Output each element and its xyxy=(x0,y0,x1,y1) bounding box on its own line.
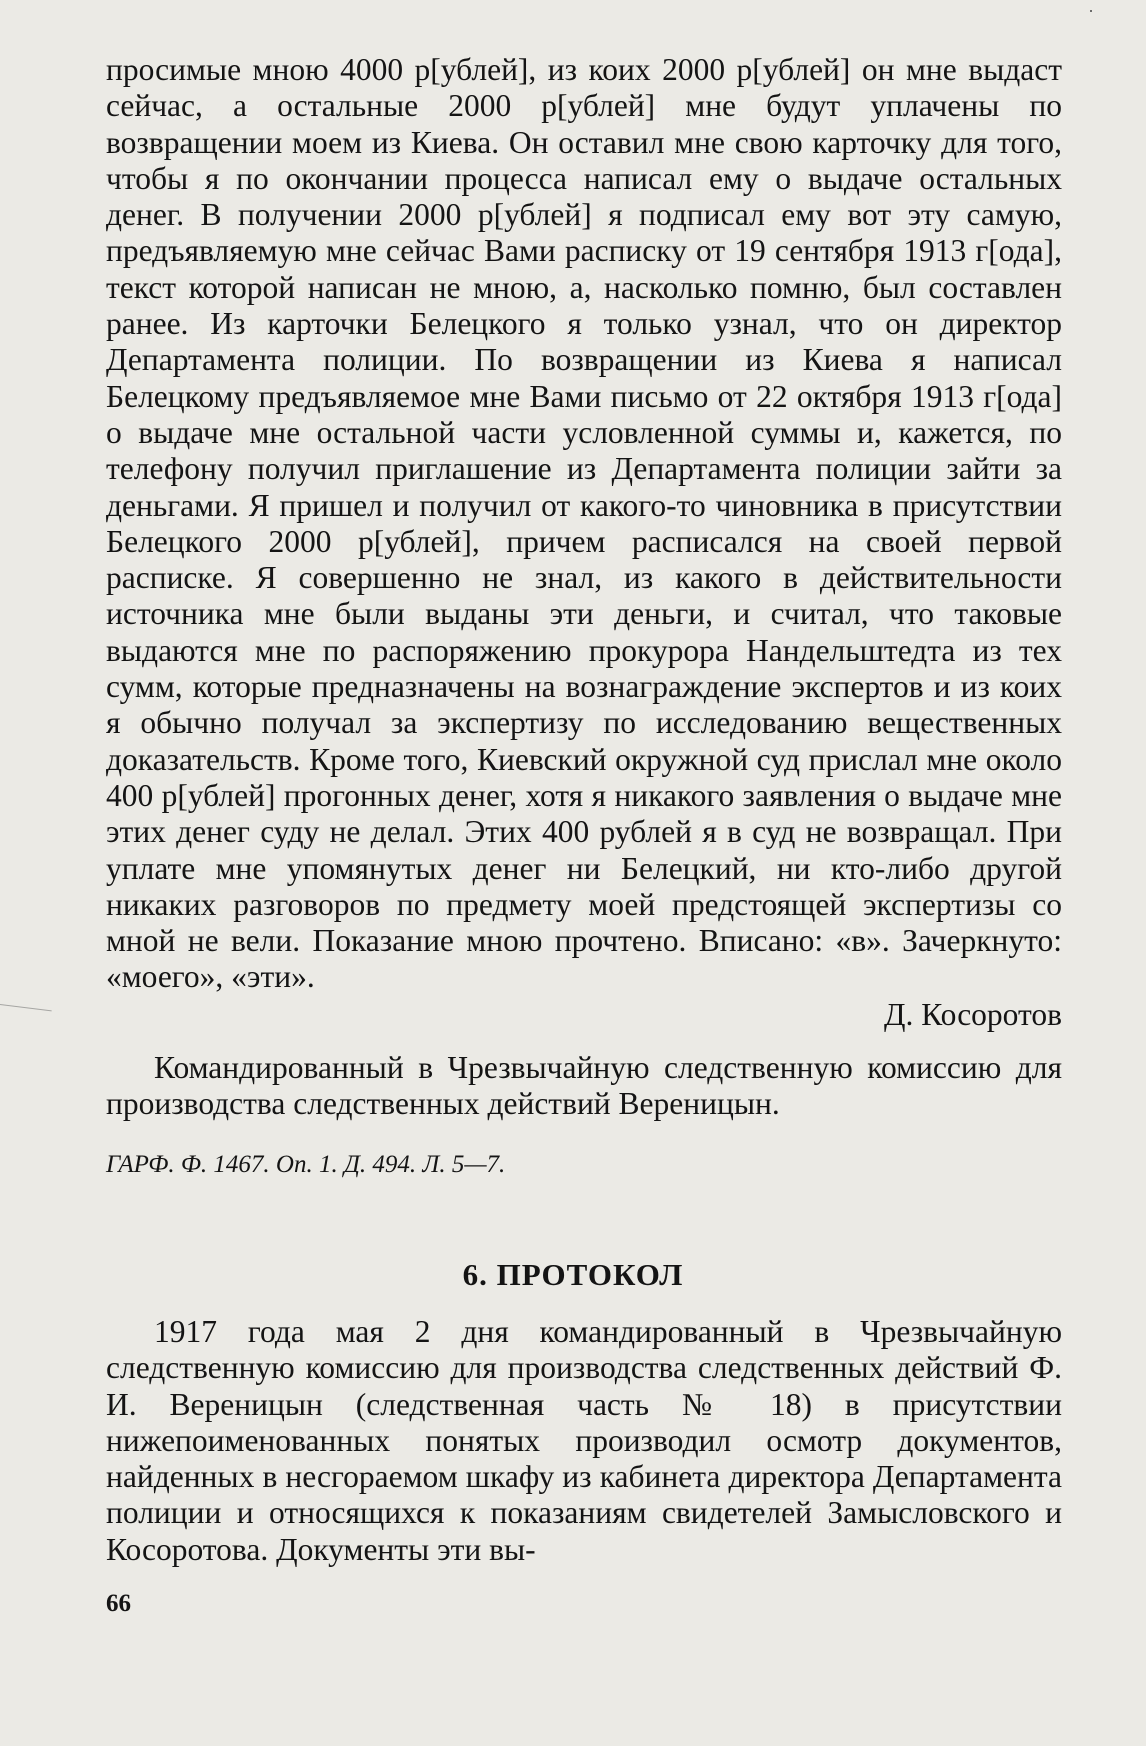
page-number: 66 xyxy=(106,1590,131,1617)
signature: Д. Косоротов xyxy=(883,997,1062,1032)
archive-reference: ГАРФ. Ф. 1467. Оп. 1. Д. 494. Л. 5—7. xyxy=(106,1151,506,1178)
commission-note: Командированный в Чрезвычайную следственную комиссию для производства следственных действий Вереницын. xyxy=(106,1050,1062,1122)
main-text-block xyxy=(106,52,1062,996)
protocol-paragraph: 1917 года мая 2 дня командированный в Чрезвычайную следственную комиссию для производства следственных действий Ф. И. Вереницын (следственная часть № 18) в присутствии нижепоименованных понятых производил осмотр документов, найденных в несгораемом шкафу из кабинета директора Департамента полиции и относящихся к показаниям свидетелей Замысловского и Косоротова. Документы эти вы- xyxy=(106,1314,1062,1567)
commission-note-block xyxy=(106,1050,1062,1123)
scan-mark xyxy=(0,1004,52,1011)
testimony-paragraph: просимые мною 4000 р[ублей], из коих 2000 р[ублей] он мне выдаст сейчас, а остальные 2000 р[ублей] мне будут уплачены по возвращении моем из Киева. Он оставил мне свою карточку для того, чтобы я по окончании процесса написал ему о выдаче остальных денег. В получении 2000 р[ублей] я подписал ему вот эту самую, предъявляемую мне сейчас Вами расписку от 19 сентября 1913 г[ода], текст которой написан не мною, а, насколько помню, был составлен ранее. Из карточки Белецкого я только узнал, что он директор Департамента полиции. По возвращении из Киева я написал Белецкому предъявляемое мне Вами письмо от 22 октября 1913 г[ода] о выдаче мне остальной части условленной суммы и, кажется, по телефону получил приглашение из Департамента полиции зайти за деньгами. Я пришел и получил от какого-то чиновника в присутствии Белецкого 2000 р[ублей], причем расписался на своей первой расписке. Я совершенно не знал, из какого в действительности источника мне были выданы эти деньги, и считал, что таковые выдаются мне по распоряжению прокурора Нандельштедта из тех сумм, которые предназначены на вознаграждение экспертов и из коих я обычно получал за экспертизу по исследованию вещественных доказательств. Кроме того, Киевский окружной суд прислал мне около 400 р[ублей] прогонных денег, хотя я никакого заявления о выдаче мне этих денег суду не делал. Этих 400 рублей я в суд не возвращал. При уплате мне упомянутых денег ни Белецкий, ни кто-либо другой никаких разговоров по предмету моей предстоящей экспертизы со мной не вели. Показание мною прочтено. Вписано: «в». Зачеркнуто: «моего», «эти». xyxy=(106,52,1062,995)
section-title: 6. ПРОТОКОЛ xyxy=(462,1257,684,1292)
protocol-text-block xyxy=(106,1314,1062,1568)
scan-dot xyxy=(1090,10,1092,12)
